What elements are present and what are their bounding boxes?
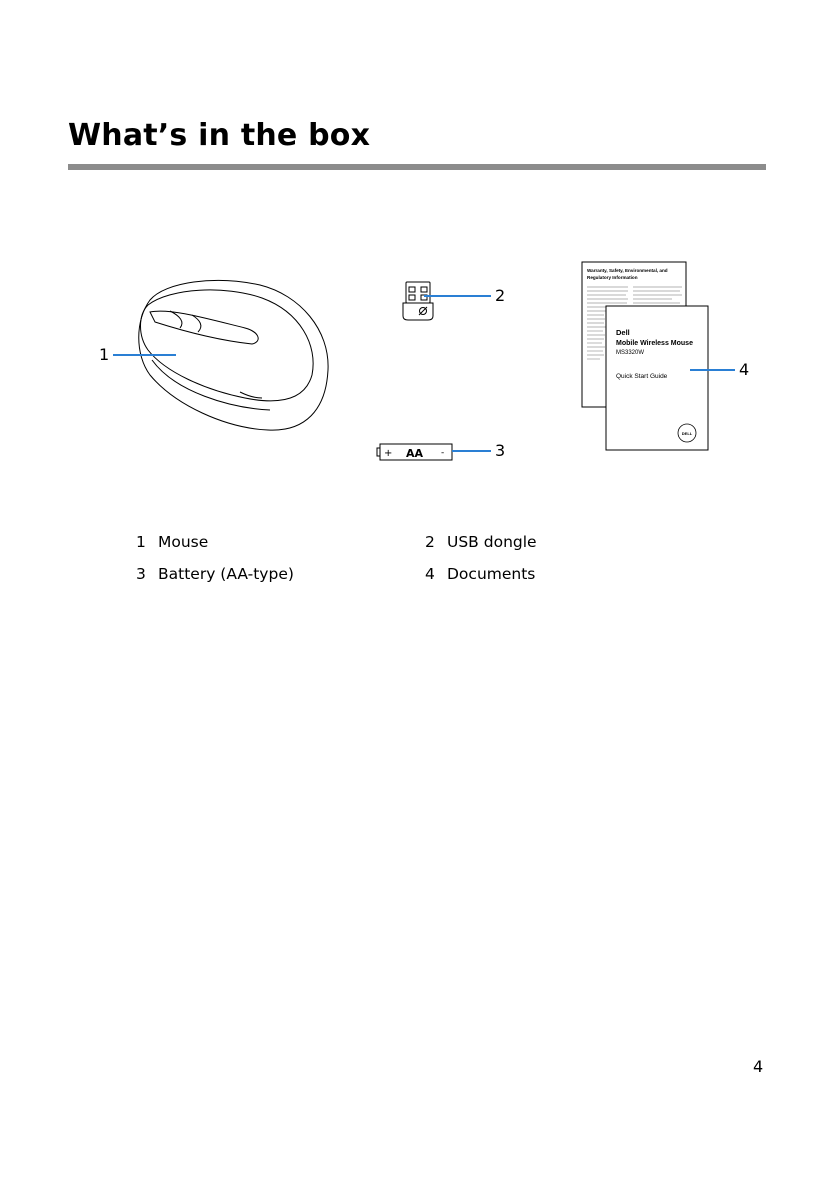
box-contents-illustration — [0, 0, 835, 520]
guide-brand: Dell — [616, 328, 630, 337]
documents-illustration — [582, 262, 708, 450]
legend-item-usb-dongle — [425, 533, 537, 551]
warranty-title-line-1: Warranty, Safety, Environmental, and — [587, 268, 668, 273]
guide-product: Mobile Wireless Mouse — [616, 340, 693, 347]
page-title: What’s in the box — [68, 118, 371, 153]
dell-logo-text: DELL — [681, 431, 693, 436]
usb-dongle-illustration — [403, 282, 433, 320]
battery-illustration — [377, 444, 452, 460]
guide-model: MS3320W — [616, 350, 645, 356]
guide-subtitle: Quick Start Guide — [616, 373, 668, 380]
legend-number: 1 — [136, 533, 146, 551]
legend-number: 2 — [425, 533, 435, 551]
page-number: 4 — [753, 1057, 764, 1076]
callout-number-2: 2 — [495, 286, 506, 305]
callout-number-3: 3 — [495, 441, 506, 460]
legend-label: USB dongle — [447, 533, 537, 551]
legend-number: 3 — [136, 565, 146, 583]
legend-label: Battery (AA-type) — [158, 565, 294, 583]
legend-item-mouse — [136, 533, 208, 551]
legend-item-documents — [425, 565, 535, 583]
legend-label: Mouse — [158, 533, 209, 551]
battery-plus: + — [384, 448, 393, 459]
battery-label: AA — [406, 447, 424, 460]
legend-label: Documents — [447, 565, 536, 583]
callout-number-4: 4 — [739, 360, 750, 379]
warranty-title-line-2: Regulatory Information — [587, 275, 638, 280]
legend-item-battery — [136, 565, 294, 583]
battery-minus: - — [441, 448, 445, 458]
callout-number-1: 1 — [99, 345, 110, 364]
legend-number: 4 — [425, 565, 435, 583]
